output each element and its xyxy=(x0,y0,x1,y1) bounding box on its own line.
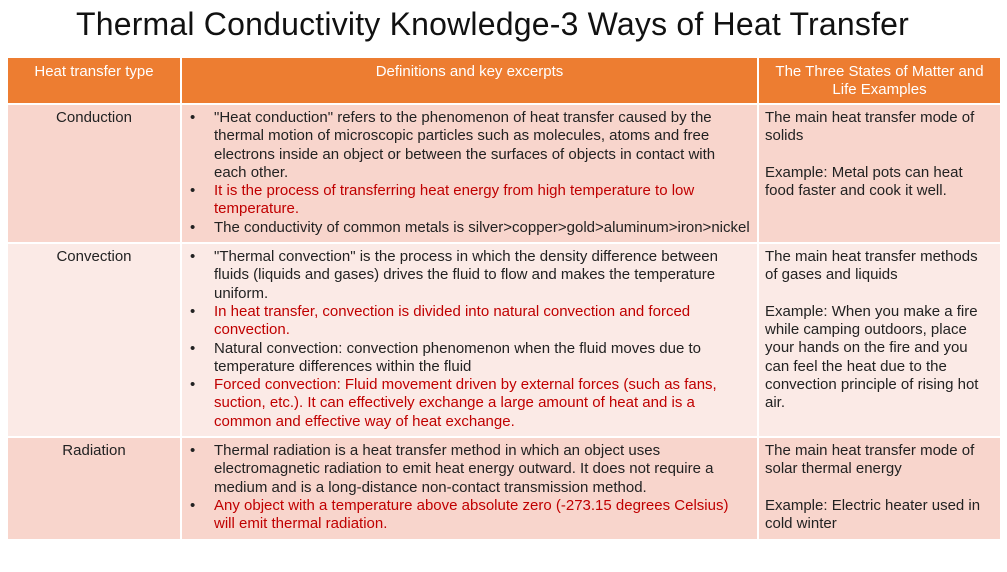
cell-definitions xyxy=(181,104,758,243)
cell-type: Radiation xyxy=(8,437,181,539)
example-text: Example: Metal pots can heat food faster and cook it well. xyxy=(765,163,963,199)
bullet-item-highlight: • It is the process of transferring heat energy from high temperature to low temperature. xyxy=(188,182,751,219)
table-row-radiation xyxy=(8,437,1000,539)
header-states-examples: The Three States of Matter and Life Examples xyxy=(758,58,1000,104)
cell-states-examples xyxy=(758,243,1000,437)
spacer xyxy=(765,285,994,303)
cell-type: Convection xyxy=(8,243,181,437)
example-text: Example: When you make a fire while camping outdoors, place your hands on the fire and you can feel the heat due to the convection principle of rising hot air. xyxy=(765,302,979,412)
heat-transfer-table xyxy=(8,58,1000,541)
bullet-item: • "Thermal convection" is the process in which the density difference between fluids (liquids and gases) drives the fluid to flow and makes the temperature uniform. xyxy=(188,248,751,303)
slide-title: Thermal Conductivity Knowledge-3 Ways of Heat Transfer xyxy=(75,6,910,42)
header-definitions: Definitions and key excerpts xyxy=(181,58,758,104)
bullet-item-highlight: • In heat transfer, convection is divided into natural convection and forced convection. xyxy=(188,303,751,340)
cell-states-examples xyxy=(758,104,1000,243)
state-text: The main heat transfer mode of solids xyxy=(765,109,975,145)
state-text: The main heat transfer methods of gases and liquids xyxy=(765,248,978,284)
cell-states-examples xyxy=(758,437,1000,539)
spacer xyxy=(765,146,994,164)
bullet-item-highlight: • Forced convection: Fluid movement driven by external forces (such as fans, suction, etc.). It can effectively exchange a large amount of heat and is a common and effective way of heat exchange. xyxy=(188,376,751,431)
bullet-list xyxy=(188,109,751,237)
example-text: Example: Electric heater used in cold winter xyxy=(765,496,981,532)
table-row-convection xyxy=(8,243,1000,437)
table-header-row xyxy=(8,58,1000,104)
cell-type: Conduction xyxy=(8,104,181,243)
state-text: The main heat transfer mode of solar thermal energy xyxy=(765,442,975,478)
bullet-list xyxy=(188,248,751,431)
table-row-conduction xyxy=(8,104,1000,243)
cell-definitions xyxy=(181,243,758,437)
bullet-item: • "Heat conduction" refers to the phenomenon of heat transfer caused by the thermal motion of microscopic particles such as molecules, atoms and free electrons inside an object or between the surfaces of objects in contact with each other. xyxy=(188,109,751,182)
bullet-item: • Thermal radiation is a heat transfer method in which an object uses electromagnetic radiation to emit heat energy outward. It does not require a medium and is a long-distance non-contact transmission method. xyxy=(188,442,751,497)
bullet-item: • The conductivity of common metals is silver>copper>gold>aluminum>iron>nickel xyxy=(188,219,751,237)
header-type: Heat transfer type xyxy=(8,58,181,104)
spacer xyxy=(765,479,994,497)
bullet-item-highlight: • Any object with a temperature above absolute zero (-273.15 degrees Celsius) will emit thermal radiation. xyxy=(188,497,751,534)
cell-definitions xyxy=(181,437,758,539)
bullet-item: • Natural convection: convection phenomenon when the fluid moves due to temperature differences within the fluid xyxy=(188,340,751,377)
bullet-list xyxy=(188,442,751,533)
